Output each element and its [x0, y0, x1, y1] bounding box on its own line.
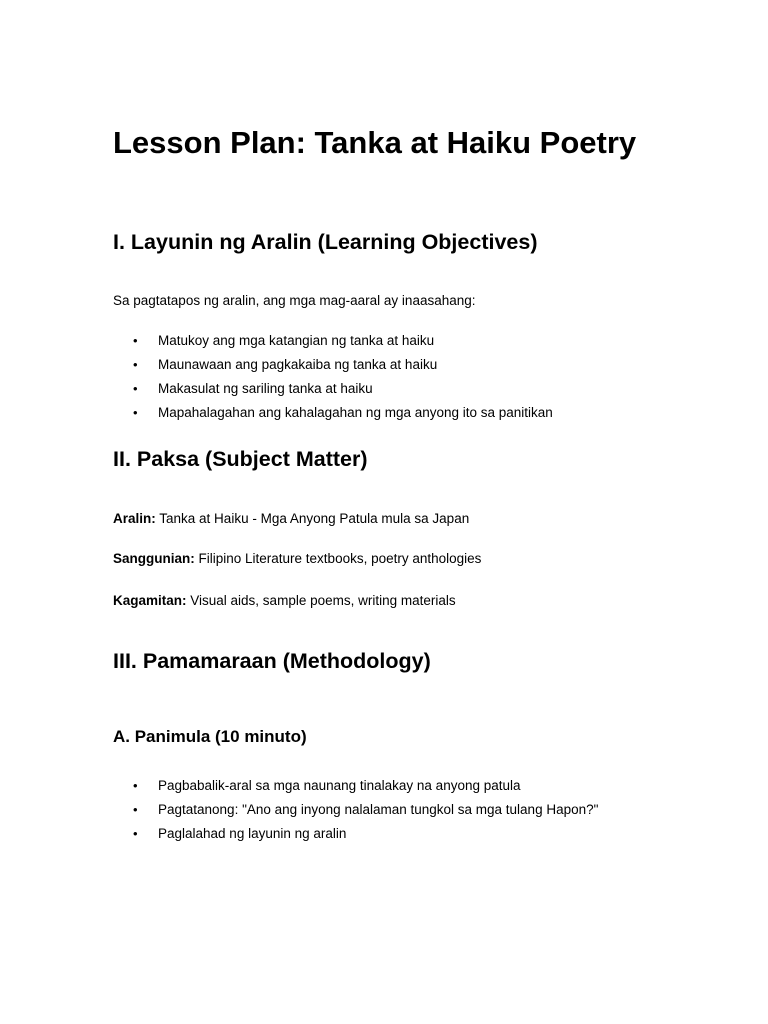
subject-sanggunian: Sanggunian: Filipino Literature textbooks, poetry anthologies — [113, 551, 482, 566]
document-title: Lesson Plan: Tanka at Haiku Poetry — [113, 125, 637, 160]
subject-aralin: Aralin: Tanka at Haiku - Mga Anyong Patula mula sa Japan — [113, 511, 470, 526]
bullet-icon: • — [133, 333, 138, 348]
bullet-icon: • — [133, 381, 138, 396]
bullet-icon: • — [133, 826, 138, 841]
panimula-list — [113, 774, 598, 846]
objectives-list — [113, 329, 553, 425]
list-item: • Makasulat ng sariling tanka at haiku — [113, 377, 553, 401]
subsection-heading-panimula: A. Panimula (10 minuto) — [113, 727, 307, 746]
bullet-icon: • — [133, 357, 138, 372]
section-heading-objectives: I. Layunin ng Aralin (Learning Objectives) — [113, 230, 538, 254]
list-item: • Maunawaan ang pagkakaiba ng tanka at haiku — [113, 353, 553, 377]
objectives-intro: Sa pagtatapos ng aralin, ang mga mag-aaral ay inaasahang: — [113, 293, 476, 308]
section-heading-subject-matter: II. Paksa (Subject Matter) — [113, 447, 368, 471]
section-heading-methodology: III. Pamamaraan (Methodology) — [113, 649, 431, 673]
list-item: • Paglalahad ng layunin ng aralin — [113, 822, 598, 846]
list-item: • Mapahalagahan ang kahalagahan ng mga anyong ito sa panitikan — [113, 401, 553, 425]
bullet-icon: • — [133, 778, 138, 793]
list-item: • Pagtatanong: "Ano ang inyong nalalaman tungkol sa mga tulang Hapon?" — [113, 798, 598, 822]
subject-kagamitan: Kagamitan: Visual aids, sample poems, writing materials — [113, 593, 456, 608]
list-item: • Pagbabalik-aral sa mga naunang tinalakay na anyong patula — [113, 774, 598, 798]
bullet-icon: • — [133, 405, 138, 420]
list-item: • Matukoy ang mga katangian ng tanka at haiku — [113, 329, 553, 353]
bullet-icon: • — [133, 802, 138, 817]
